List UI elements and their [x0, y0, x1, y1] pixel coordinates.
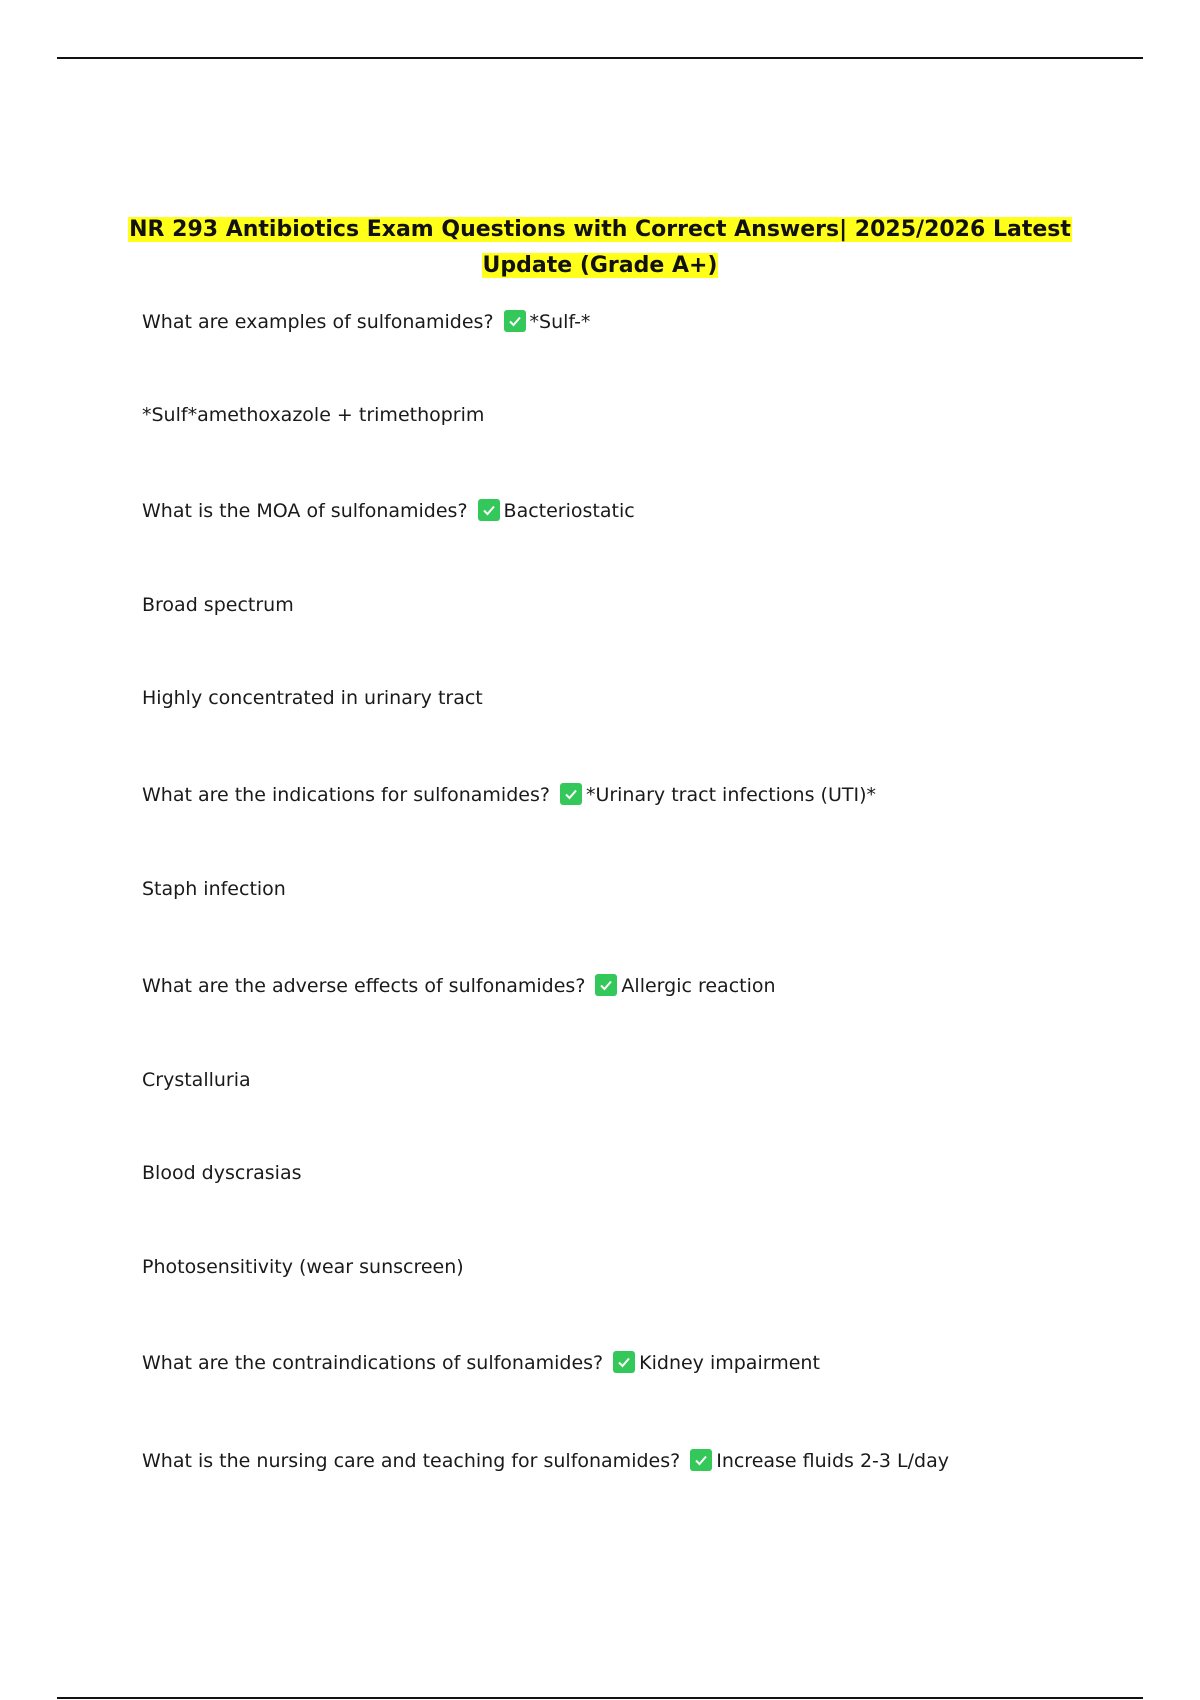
check-mark-icon [478, 499, 500, 521]
check-mark-icon [595, 974, 617, 996]
answer-text: Increase fluids 2-3 L/day [716, 1450, 949, 1472]
title-line-1: NR 293 Antibiotics Exam Questions with Correct Answers| 2025/2026 Latest [129, 217, 1071, 242]
answer-line: Highly concentrated in urinary tract [142, 687, 483, 709]
question-text: What is the nursing care and teaching for sulfonamides? [142, 1450, 681, 1472]
qa-line [142, 973, 776, 999]
check-mark-icon [560, 783, 582, 805]
qa-line [142, 498, 635, 524]
answer-text: *Urinary tract infections (UTI)* [585, 784, 876, 806]
question-text: What are examples of sulfonamides? [142, 311, 494, 333]
qa-line [142, 309, 590, 335]
title-line-2: Update (Grade A+) [482, 253, 718, 278]
question-text: What are the indications for sulfonamides? [142, 784, 550, 806]
qa-line [142, 1448, 949, 1474]
header-rule [57, 57, 1143, 59]
question-text: What are the adverse effects of sulfonamides? [142, 975, 586, 997]
check-mark-icon [504, 310, 526, 332]
footer-rule [57, 1697, 1143, 1699]
question-text: What is the MOA of sulfonamides? [142, 500, 468, 522]
answer-line: Photosensitivity (wear sunscreen) [142, 1256, 464, 1278]
answer-text: Allergic reaction [621, 975, 776, 997]
check-mark-icon [613, 1351, 635, 1373]
answer-line: Crystalluria [142, 1069, 251, 1091]
qa-line [142, 1350, 820, 1376]
answer-text: Bacteriostatic [503, 500, 635, 522]
answer-line: *Sulf*amethoxazole + trimethoprim [142, 404, 485, 426]
answer-text: *Sulf-* [529, 311, 591, 333]
check-mark-icon [690, 1449, 712, 1471]
answer-line: Broad spectrum [142, 594, 294, 616]
qa-line [142, 782, 876, 808]
answer-line: Blood dyscrasias [142, 1162, 302, 1184]
answer-line: Staph infection [142, 878, 286, 900]
document-title [100, 212, 1100, 284]
question-text: What are the contraindications of sulfonamides? [142, 1352, 604, 1374]
answer-text: Kidney impairment [639, 1352, 820, 1374]
